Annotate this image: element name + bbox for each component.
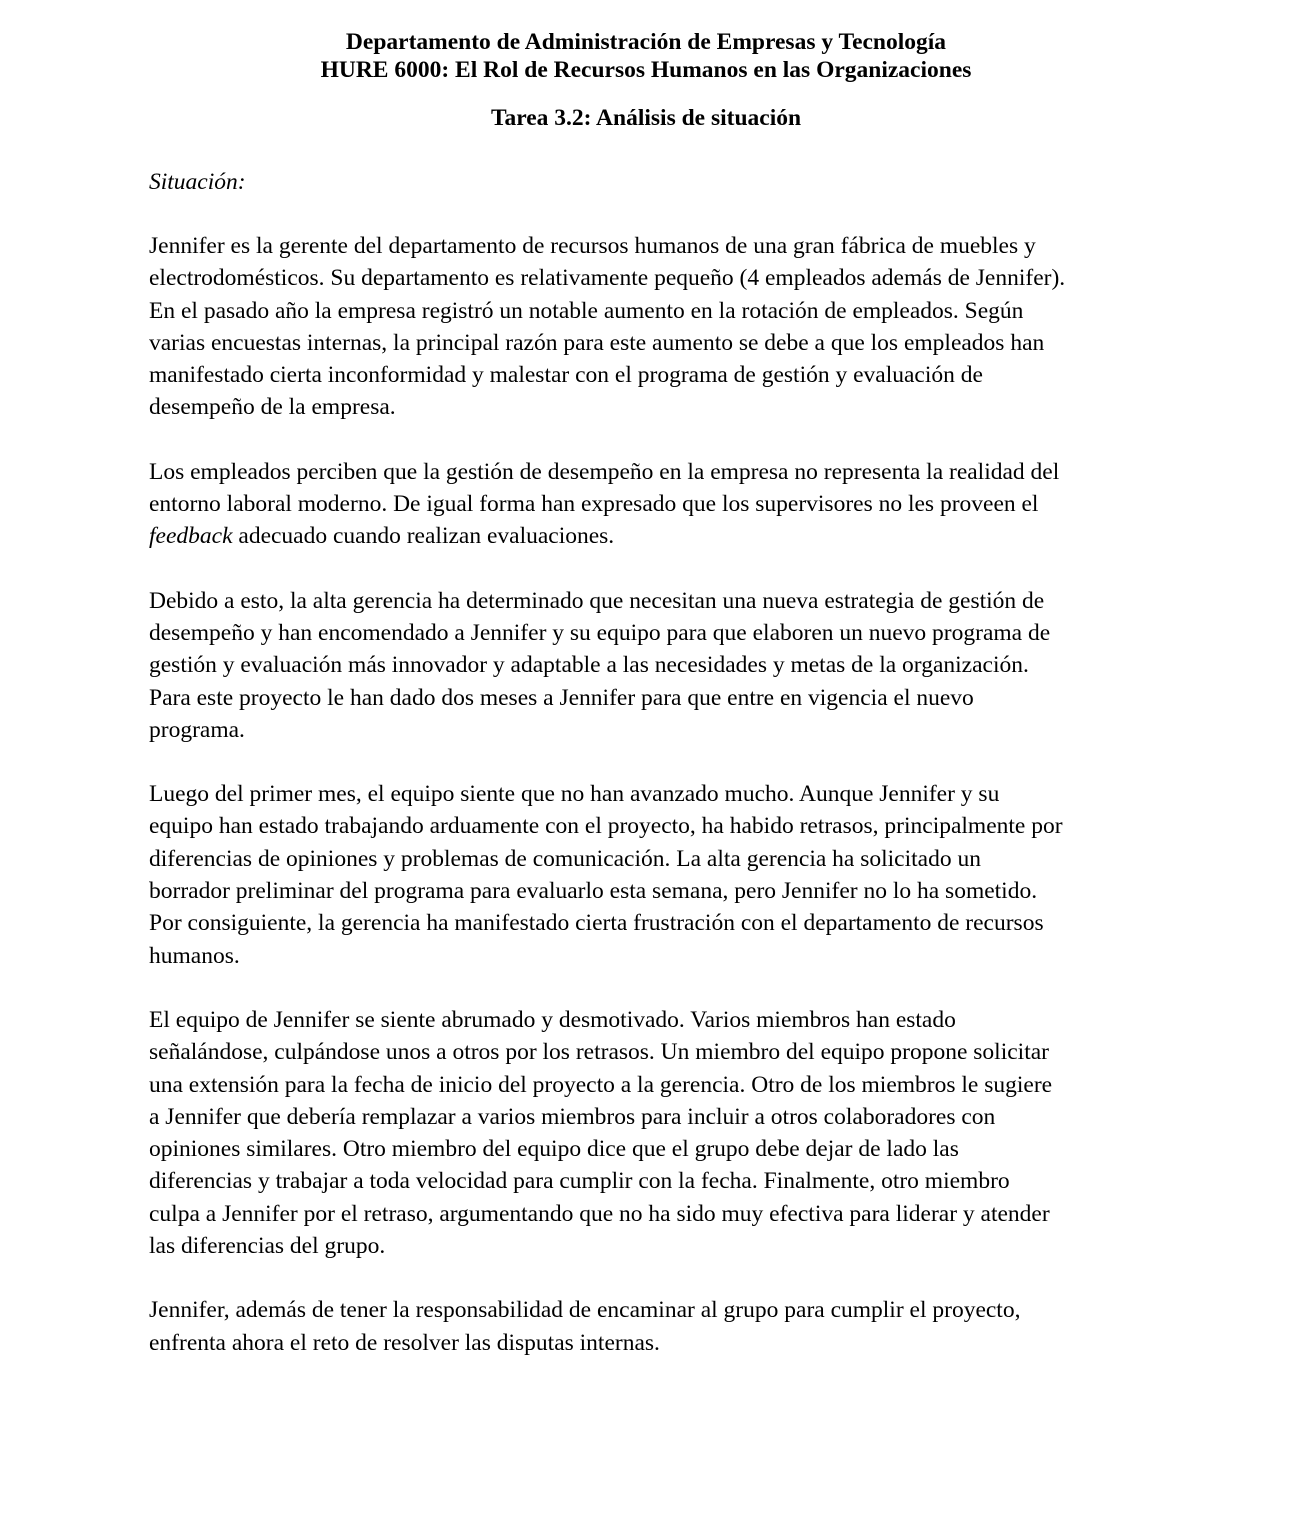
paragraph-line: Luego del primer mes, el equipo siente que no han avanzado mucho. Aunque Jennifer y su [149, 781, 1000, 808]
paragraph-line: enfrenta ahora el reto de resolver las disputas internas. [149, 1329, 660, 1356]
paragraph-line: señalándose, culpándose unos a otros por los retrasos. Un miembro del equipo propone solicitar [149, 1039, 1049, 1066]
paragraph-line: varias encuestas internas, la principal razón para este aumento se debe a que los empleados han [149, 329, 1045, 356]
paragraph-line: Jennifer, además de tener la responsabilidad de encaminar al grupo para cumplir el proyecto, [149, 1297, 1021, 1324]
paragraph-line: desempeño y han encomendado a Jennifer y su equipo para que elaboren un nuevo programa de [149, 619, 1051, 646]
paragraph-line: diferencias de opiniones y problemas de comunicación. La alta gerencia ha solicitado un [149, 845, 981, 872]
task-title: Tarea 3.2: Análisis de situación [490, 105, 802, 131]
paragraph-line [149, 520, 1143, 552]
paragraph-2 [149, 456, 1143, 553]
paragraph-line: Jennifer es la gerente del departamento de recursos humanos de una gran fábrica de muebles y [149, 233, 1036, 259]
paragraph-line: humanos. [149, 942, 240, 969]
paragraph-3 [149, 585, 1143, 746]
paragraph-1 [149, 230, 1143, 424]
paragraph-line: Debido a esto, la alta gerencia ha determinado que necesitan una nueva estrategia de gestión de [149, 587, 1045, 614]
department-title: Departamento de Administración de Empresas y Tecnología [345, 29, 947, 55]
paragraph-line: Por consiguiente, la gerencia ha manifestado cierta frustración con el departamento de recursos [149, 910, 1044, 937]
paragraph-line: gestión y evaluación más innovador y adaptable a las necesidades y metas de la organización. [149, 652, 1029, 679]
paragraph-line-rest: adecuado cuando realizan evaluaciones. [232, 523, 615, 550]
paragraph-line: manifestado cierta inconformidad y malestar con el programa de gestión y evaluación de [149, 362, 983, 389]
paragraph-line: Los empleados perciben que la gestión de desempeño en la empresa no representa la realidad del [149, 458, 1060, 485]
paragraph-line: culpa a Jennifer por el retraso, argumentando que no ha sido muy efectiva para liderar y atender [149, 1200, 1050, 1227]
paragraph-line: En el pasado año la empresa registró un notable aumento en la rotación de empleados. Según [149, 297, 1024, 324]
paragraph-line: las diferencias del grupo. [149, 1233, 386, 1260]
paragraph-line: programa. [149, 716, 245, 743]
paragraph-line: opiniones similares. Otro miembro del equipo dice que el grupo debe dejar de lado las [149, 1136, 959, 1163]
paragraph-5 [149, 1004, 1143, 1262]
course-title: HURE 6000: El Rol de Recursos Humanos en las Organizaciones [320, 57, 972, 83]
document-header [149, 28, 1143, 84]
paragraph-line: una extensión para la fecha de inicio del proyecto a la gerencia. Otro de los miembros le sugiere [149, 1071, 1053, 1098]
paragraph-line: equipo han estado trabajando arduamente con el proyecto, ha habido retrasos, principalmente por [149, 813, 1063, 840]
paragraph-line: El equipo de Jennifer se siente abrumado y desmotivado. Varios miembros han estado [149, 1006, 956, 1033]
paragraph-line: Para este proyecto le han dado dos meses a Jennifer para que entre en vigencia el nuevo [149, 684, 974, 711]
paragraph-line: a Jennifer que debería remplazar a varios miembros para incluir a otros colaboradores con [149, 1103, 996, 1130]
feedback-emphasis: feedback [149, 523, 233, 550]
paragraph-6 [149, 1294, 1143, 1359]
paragraph-line: entorno laboral moderno. De igual forma han expresado que los supervisores no les proveen el [149, 491, 1039, 518]
paragraph-line: electrodomésticos. Su departamento es relativamente pequeño (4 empleados además de Jennifer). [149, 265, 1066, 292]
paragraph-line: desempeño de la empresa. [149, 394, 396, 421]
paragraph-4 [149, 778, 1143, 972]
section-label: Situación: [149, 169, 246, 195]
document-page [149, 28, 1143, 1359]
paragraph-line: diferencias y trabajar a toda velocidad para cumplir con la fecha. Finalmente, otro miembro [149, 1168, 1010, 1195]
paragraph-line: borrador preliminar del programa para evaluarlo esta semana, pero Jennifer no lo ha sometido. [149, 878, 1038, 905]
